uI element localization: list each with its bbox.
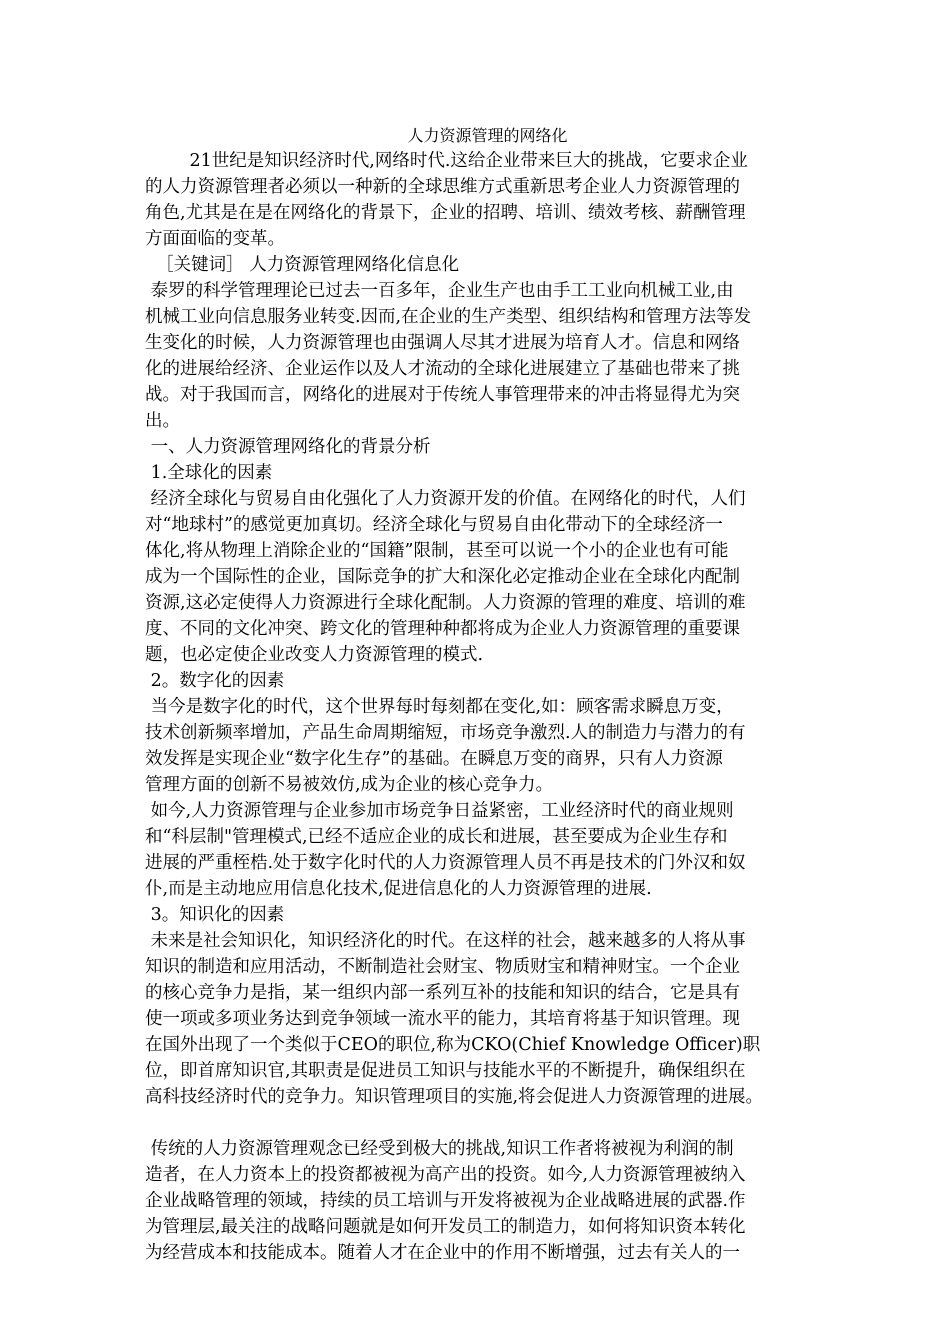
text-line: 体化,将从物理上消除企业的“国籍”限制，甚至可以说一个小的企业也有可能 <box>145 541 729 561</box>
text-line: 度、不同的文化冲突、跨文化的管理种种都将成为企业人力资源管理的重要课 <box>145 619 740 639</box>
text-line: 管理方面的创新不易被效仿,成为企业的核心竞争力。 <box>145 775 554 795</box>
text-line: 1.全球化的因素 <box>145 463 273 483</box>
text-line: 如今,人力资源管理与企业参加市场竞争日益紧密，工业经济时代的商业规则 <box>145 801 734 821</box>
text-line: 高科技经济时代的竞争力。知识管理项目的实施,将会促进人力资源管理的进展。 <box>145 1087 764 1107</box>
text-line: 和“科层制"管理模式,已经不适应企业的成长和进展，甚至要成为企业生存和 <box>145 827 728 847</box>
text-line: 出。 <box>145 411 180 431</box>
text-line: 角色,尤其是在是在网络化的背景下，企业的招聘、培训、绩效考核、薪酬管理 <box>145 203 746 223</box>
text-line: 使一项或多项业务达到竞争领域一流水平的能力，其培育将基于知识管理。现 <box>145 1009 740 1029</box>
text-line: 战。对于我国而言，网络化的进展对于传统人事管理带来的冲击将显得尤为突 <box>145 385 740 405</box>
text-line: 知识的制造和应用活动，不断制造社会财宝、物质财宝和精神财宝。一个企业 <box>145 957 740 977</box>
text-line: 技术创新频率增加，产品生命周期缩短，市场竞争激烈.人的制造力与潜力的有 <box>145 723 746 743</box>
document-title: 人力资源管理的网络化 <box>407 126 568 145</box>
text-line: 传统的人力资源管理观念已经受到极大的挑战,知识工作者将被视为利润的制 <box>145 1139 734 1159</box>
text-line: 化的进展给经济、企业运作以及人才流动的全球化进展建立了基础也带来了挑 <box>145 359 740 379</box>
text-line: 造者，在人力资本上的投资都被视为高产出的投资。如今,人力资源管理被纳入 <box>145 1165 746 1185</box>
text-line: 方面面临的变革。 <box>145 229 285 249</box>
text-line: 成为一个国际性的企业，国际竞争的扩大和深化必定推动企业在全球化内配制 <box>145 567 740 587</box>
text-line: 对“地球村”的感觉更加真切。经济全球化与贸易自由化带动下的全球经济一 <box>145 515 723 535</box>
text-line: 当今是数字化的时代，这个世界每时每刻都在变化,如：顾客需求瞬息万变， <box>145 697 734 717</box>
text-line: 泰罗的科学管理理论已过去一百多年，企业生产也由手工工业向机械工业,由 <box>145 281 734 301</box>
text-line: 企业战略管理的领域，持续的员工培训与开发将被视为企业战略进展的武器.作 <box>145 1191 746 1211</box>
text-line: 未来是社会知识化，知识经济化的时代。在这样的社会，越来越多的人将从事 <box>145 931 746 951</box>
text-line: 题，也必定使企业改变人力资源管理的模式. <box>145 645 484 665</box>
text-line: ［关键词］ 人力资源管理网络化信息化 <box>145 255 460 275</box>
text-line: 在国外出现了一个类似于CEO的职位,称为CKO(Chief Knowledge Officer)职 <box>145 1035 761 1055</box>
text-line: 位，即首席知识官,其职责是促进员工知识与技能水平的不断提升，确保组织在 <box>145 1061 746 1081</box>
text-line: 经济全球化与贸易自由化强化了人力资源开发的价值。在网络化的时代，人们 <box>145 489 746 509</box>
text-line: 仆,而是主动地应用信息化技术,促进信息化的人力资源管理的进展. <box>145 879 652 899</box>
text-line: 生变化的时候，人力资源管理也由强调人尽其才进展为培育人才。信息和网络 <box>145 333 740 353</box>
text-line: 21世纪是知识经济时代,网络时代.这给企业带来巨大的挑战，它要求企业 <box>145 151 748 171</box>
text-line: 3。知识化的因素 <box>145 905 285 925</box>
text-line: 资源,这必定使得人力资源进行全球化配制。人力资源的管理的难度、培训的难 <box>145 593 746 613</box>
text-line: 一、人力资源管理网络化的背景分析 <box>145 437 431 457</box>
text-line: 进展的严重桎梏.处于数字化时代的人力资源管理人员不再是技术的门外汉和奴 <box>145 853 746 873</box>
document-page <box>145 124 810 1266</box>
text-line: 的核心竞争力是指，某一组织内部一系列互补的技能和知识的结合，它是具有 <box>145 983 740 1003</box>
text-line: 效发挥是实现企业“数字化生存”的基础。在瞬息万变的商界，只有人力资源 <box>145 749 723 769</box>
document-body <box>145 148 810 1266</box>
text-line: 的人力资源管理者必须以一种新的全球思维方式重新思考企业人力资源管理的 <box>145 177 740 197</box>
blank-line <box>145 1110 810 1136</box>
text-line: 为经营成本和技能成本。随着人才在企业中的作用不断增强，过去有关人的一 <box>145 1243 740 1263</box>
text-line: 2。数字化的因素 <box>145 671 285 691</box>
text-line: 为管理层,最关注的战略问题就是如何开发员工的制造力，如何将知识资本转化 <box>145 1217 746 1237</box>
text-line: 机械工业向信息服务业转变.因而,在企业的生产类型、组织结构和管理方法等发 <box>145 307 752 327</box>
